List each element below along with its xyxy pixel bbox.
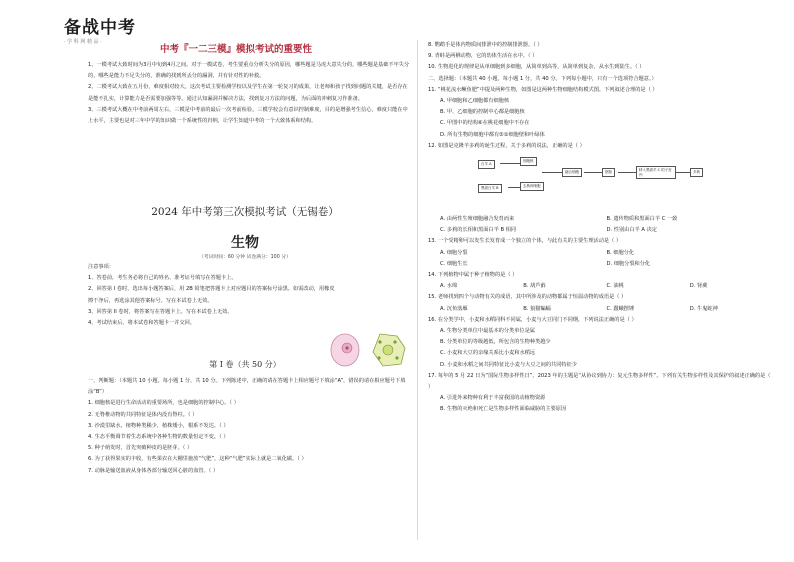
brand-logo (64, 18, 144, 54)
option-item: A. 引进外来物种有利于丰富我国的动植物资源 (440, 395, 546, 402)
question-item: 4. 生态平衡调节着生态系统中各种生物的数量恒定不变。（ ） (88, 434, 229, 441)
instructions-header: 注意事项： (88, 264, 114, 270)
diagram-fused-cell: 融合细胞 (562, 168, 582, 177)
judgement-questions (88, 376, 410, 477)
section-heading: 第 I 卷（共 50 分） (209, 360, 281, 369)
option-item: A. 由两性生殖细胞融合发育而来 (440, 216, 515, 223)
option-item: A. 生物分类单位中最基本的分类单位是属 (440, 328, 535, 335)
option-item: C. 油桃 (606, 283, 624, 290)
option-item: C. 蠢蛾摆锤 (606, 305, 635, 312)
question-item: 12. 如图是克隆羊多莉的诞生过程，关于多莉的说法，正确的是（ ） (428, 142, 585, 149)
option-item: D. 牛鬼蛇神 (689, 305, 718, 312)
option-item: A. 沉鱼落雁 (440, 305, 468, 312)
option-item: B. 细胞分化 (606, 249, 635, 256)
question-item: 10. 生物进化的规律是从单细胞到多细胞，从简单到高等，从简单到复杂，从水生到陆生。（ ） (428, 64, 645, 71)
question-item: 2. 无脊椎动物的共同特征是体内没有脊柱。（ ） (88, 411, 198, 418)
option-item: B. 遗传物质和黑面白羊 C 一致 (606, 216, 678, 223)
diagram-sheep-a: 白羊 A (478, 160, 495, 169)
question-item: 11. “桃花流水鳜鱼肥”中提及两种生物，如图是这两种生物细胞结构模式图。下列叙述合理的是（ ） (428, 86, 658, 93)
option-item: C. 小麦和大豆的亲缘关系比小麦和水稻远 (440, 350, 536, 357)
option-item: A. 细胞分裂 (440, 249, 468, 256)
option-item: B. 生物的灭绝和死亡是生物多样性面临威胁的主要原因 (440, 406, 567, 413)
option-item: D. 细胞分裂和分化 (606, 260, 651, 267)
question-item: 5. 种子萌发时，首先突破种皮的是胚芽。（ ） (88, 445, 193, 452)
option-item: A. 甲细胞和乙细胞都有细胞核 (440, 98, 510, 105)
diagram-sheep-b: 黑面白羊 B (478, 184, 502, 193)
section-intro: 一、判断题：（本题共 10 小题，每小题 1 分，共 10 分。下列陈述中，正确的请在答题卡上相应题号下填涂“A”，错误的请在相应题号下填涂“B”） (88, 378, 406, 396)
question-item: 15. 老师找到四个与动物有关的成语，其中所涉及的动物都属于恒温动物的成语是（ ） (428, 294, 627, 301)
diagram-enucleated-egg: 去核卵细胞 (520, 182, 544, 191)
question-item: 1. 细胞核是进行生命活动的重要场所，也是细胞的控制中心。（ ） (88, 400, 239, 407)
instruction-item: 4、考试结束后，将本试卷和答题卡一并交回。 (88, 320, 196, 327)
option-item: B. 分类单位的等级越低，所包含的生物种类越少 (440, 339, 551, 346)
choice-section-intro: 二、选择题：（本题共 40 小题，每小题 1 分，共 40 分。下列每小题中，只有一个选项符合题意。） (428, 75, 657, 82)
notice-paragraph-3: 3、三模考试大概在中考前两周左右，三模是中考前的最后一次考前检验。三模学校会有意识控制难度，目的是增强考生信心，难度只能在中上水平，主要也是对三年中学的知识做一个系统性的归纳，让学生知道中考的一个大致体系和结构。 (88, 106, 408, 125)
option-item: D. 肾蕨 (689, 283, 708, 290)
subject-title: 生物 (231, 235, 259, 251)
option-item: D. 小麦和水稻之间共同特征比小麦与大豆之间的共同特征少 (440, 361, 577, 368)
question-item: 7. 动脉是输送血液从身体各部分输送回心脏的血管。（ ） (88, 467, 219, 474)
notice-paragraph-2: 2、二模考试大致在五月份，难度相对较大。这次考试主要检测学校以及学生在第一轮复习的成果，让老师和孩子找到问题的关键，是否存在是能不扎实，计算能力是否需要加强等等。通过认知漏洞并解决方法，找到复习方法的问题，为后面的冲刺复习作准备。 (88, 84, 408, 102)
instructions (88, 262, 338, 329)
option-row (428, 248, 773, 259)
question-item: 13. 一个受精卵可以发生长发育成一个独立的个体，与此有关的主要生理活动是（ ） (428, 238, 622, 245)
notice-title: 中考『一二三模』模拟考试的重要性 (160, 44, 313, 55)
right-column-questions (428, 40, 773, 416)
option-row (428, 214, 773, 225)
diagram-embryo: 胚胎 (602, 168, 615, 177)
option-item: A. 水绵 (440, 283, 458, 290)
option-item: C. 甲图中的结构⑥在桃花细胞中不存在 (440, 120, 530, 127)
option-item: B. 甲、乙细胞的控制中心都是细胞核 (440, 109, 525, 116)
option-row (428, 281, 773, 292)
option-item: B. 葫芦藓 (523, 283, 546, 290)
question-item: 9. 青蛙是两栖动物，它的幼体生活在水中。（ ） (428, 53, 538, 60)
notice-section (88, 60, 410, 127)
plant-cell-icon (373, 334, 405, 366)
option-item: C. 多莉的长相和黑面白羊 B 相同 (440, 227, 517, 234)
option-row (428, 225, 773, 236)
option-row (428, 304, 773, 315)
instruction-item: 1、答卷前，考生务必将自己的姓名、准考证号填写在答题卡上。 (88, 275, 237, 282)
exam-meta: （考试时间：60 分钟 试卷满分：100 分） (199, 255, 291, 260)
question-item: 14. 下列植物中属于种子植物的是（ ） (428, 272, 518, 279)
logo-tagline: · 学 科 网 精 品 · (64, 39, 102, 45)
exam-title: 2024 年中考第三次模拟考试（无锡卷） (151, 206, 339, 218)
option-item: C. 细胞生长 (440, 260, 468, 267)
notice-paragraph-1: 1、一模考试大致时间为3月中旬到4月之间。对于一模试卷，考生要重点分析失分的原因，哪些题是马虎大意失分的，哪些题是基础不牢失分的，哪些是能力不足失分的，准确的找到所丢分的漏洞，并有针对性的补救。 (88, 62, 410, 80)
question-item: 16. 在分类学中，小麦和水稻同科不同属，小麦与大豆同门不同纲，下列说法正确的是（ ） (428, 316, 637, 323)
logo-brand-text: 备战中考 (64, 18, 136, 38)
instruction-item: 3、回答第 II 卷时，将答案写在答题卡上。写在本试卷上无效。 (88, 308, 233, 315)
question-item: 17. 每年的 5 月 22 日为“国际生物多样性日”，2023 年的主题是“从协议到协力：复元生物多样性”。下列有关生物多样性及其保护的叙述正确的是（ ） (428, 372, 771, 391)
instruction-item: 2、回答第 I 卷时，选出每小题答案后，用 2B 铅笔把答题卡上对应题目的答案标号涂黑。如需改动，用橡皮擦干净后，再选涂其他答案标号。写在本试卷上无效。 (88, 286, 335, 304)
question-item: 3. 沙漠里缺水，植物种类稀少，植株矮小，根系不发达。（ ） (88, 422, 229, 429)
diagram-nucleus: 细胞核 (520, 157, 537, 166)
option-item: B. 狼猫蝙蝠 (523, 305, 551, 312)
column-divider (417, 40, 418, 540)
cloning-process-diagram (478, 152, 718, 214)
option-item: D. 性别由白羊 A 决定 (606, 227, 657, 234)
option-row (428, 259, 773, 270)
option-item: D. 所有生物的细胞中都有⑤①细胞壁和叶绿体 (440, 131, 545, 138)
diagram-dolly: 多莉 (690, 168, 703, 177)
diagram-surrogate: 移入黑面羊 C 的子宫内 (636, 166, 676, 179)
question-item: 8. 鹦鹉手是体内物质间排泄中的控制排泄器。（ ） (428, 42, 543, 48)
question-item: 6. 为了获得果实的丰收，有些果农在大棚里施放“气肥”，这种“气肥”实际上就是二氧化碳。（ ） (88, 456, 307, 463)
